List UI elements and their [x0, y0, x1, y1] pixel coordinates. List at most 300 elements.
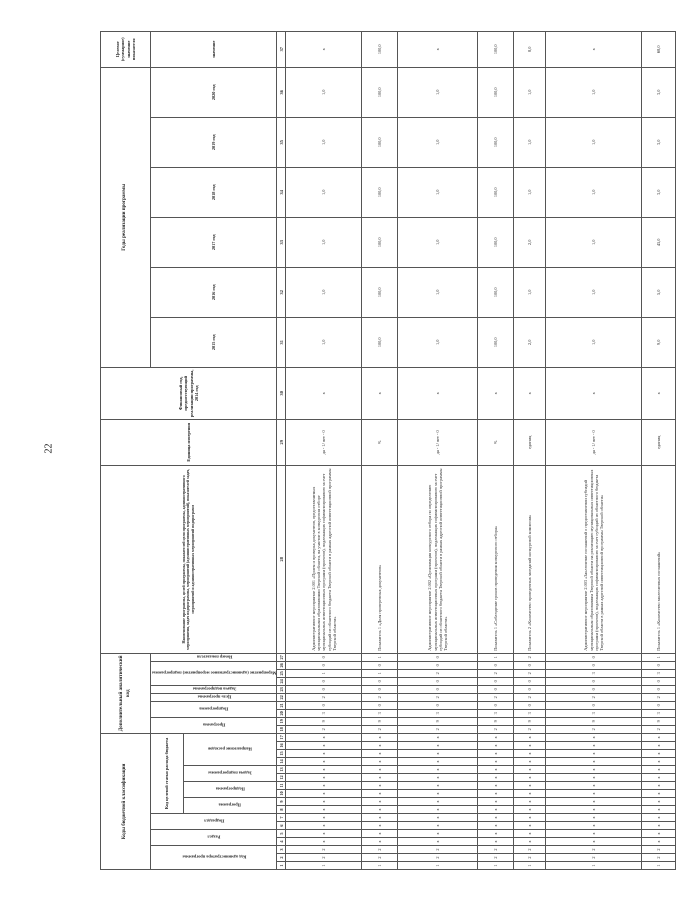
classification-header: Коды бюджетной классификации: [101, 733, 151, 869]
code-cell: 2: [478, 846, 514, 854]
column-number: 9: [277, 798, 286, 806]
code-cell: х: [478, 758, 514, 766]
code-cell: х: [546, 830, 642, 838]
year-value-cell: 100,0: [362, 117, 398, 167]
fin-year-cell: х: [546, 367, 642, 419]
year-2015-header: 2015 год: [151, 317, 277, 367]
code-cell: 3: [286, 709, 362, 717]
code-cell: 2: [286, 854, 362, 862]
code-cell: х: [362, 822, 398, 830]
code-cell: 1: [286, 669, 362, 677]
column-number: 30: [277, 367, 286, 419]
column-number: 35: [277, 117, 286, 167]
code-cell: х: [398, 798, 478, 806]
name-cell: Административное мероприятие 2.002 «Организация конкурсного отбора по определению муниципальных инвестиционных программ (проектов), подлежащих софинансированию за счет субсидий из областного бюджета Тверской области в рамках адресной инвестиционной программы Тверской области»: [398, 465, 478, 653]
table-row: [514, 31, 546, 869]
code-cell: х: [362, 814, 398, 822]
code-cell: 2: [286, 693, 362, 701]
year-value-cell: 1,0: [398, 317, 478, 367]
target-cell: х: [546, 31, 642, 67]
code-cell: х: [478, 774, 514, 782]
code-cell: х: [642, 814, 676, 822]
code-cell: 1: [546, 862, 642, 870]
code-cell: х: [398, 733, 478, 741]
code-cell: 3: [362, 709, 398, 717]
years-header: Годы реализации программы: [101, 67, 151, 367]
podprogramma-header: Подпрограмма: [183, 782, 277, 798]
year-value-cell: 100,0: [478, 67, 514, 117]
code-cell: х: [478, 733, 514, 741]
year-value-cell: 1,0: [398, 167, 478, 217]
column-number: 5: [277, 830, 286, 838]
code-cell: 0: [478, 685, 514, 693]
rotated-table-wrapper: [100, 32, 662, 870]
code-cell: х: [398, 806, 478, 814]
fin-year-cell: х: [478, 367, 514, 419]
page-number: 22: [43, 443, 55, 454]
code-cell: х: [514, 814, 546, 822]
a-podprogramma-header: Подпрограмма: [151, 701, 277, 717]
code-cell: 2: [642, 846, 676, 854]
year-value-cell: 100,0: [362, 67, 398, 117]
unit-cell: %: [478, 419, 514, 465]
code-cell: х: [286, 790, 362, 798]
fin-year-cell: х: [362, 367, 398, 419]
column-number: 3: [277, 846, 286, 854]
code-cell: х: [546, 766, 642, 774]
fin-year-cell: х: [642, 367, 676, 419]
code-cell: 2: [514, 693, 546, 701]
table-row: [642, 31, 676, 869]
code-cell: х: [286, 782, 362, 790]
code-cell: 0: [286, 653, 362, 661]
code-cell: х: [546, 822, 642, 830]
code-cell: х: [286, 758, 362, 766]
column-number: 14: [277, 758, 286, 766]
year-value-cell: 1,0: [546, 317, 642, 367]
code-cell: 2: [362, 846, 398, 854]
code-cell: 9: [642, 717, 676, 725]
code-cell: 1: [362, 653, 398, 661]
target-cell: 100,0: [478, 31, 514, 67]
year-2019-header: 2019 год: [151, 117, 277, 167]
code-cell: 0: [514, 701, 546, 709]
code-cell: 0: [546, 701, 642, 709]
code-cell: х: [398, 814, 478, 822]
year-value-cell: 1,0: [514, 67, 546, 117]
column-number: 1: [277, 862, 286, 870]
code-cell: 0: [514, 677, 546, 685]
year-value-cell: 100,0: [478, 117, 514, 167]
code-cell: 1: [398, 862, 478, 870]
code-cell: х: [286, 830, 362, 838]
code-cell: 0: [642, 685, 676, 693]
code-cell: х: [286, 806, 362, 814]
year-value-cell: 1,0: [546, 217, 642, 267]
code-cell: х: [546, 838, 642, 846]
code-cell: х: [546, 814, 642, 822]
year-value-cell: 1,0: [546, 117, 642, 167]
code-cell: 9: [398, 717, 478, 725]
year-2020-header: 2020 год: [151, 67, 277, 117]
column-number: 24: [277, 677, 286, 685]
code-cell: х: [514, 750, 546, 758]
code-cell: х: [642, 790, 676, 798]
code-cell: 2: [478, 854, 514, 862]
code-cell: 0: [642, 661, 676, 669]
code-cell: 3: [514, 709, 546, 717]
code-cell: х: [478, 782, 514, 790]
table-body: [286, 31, 676, 869]
code-cell: 0: [398, 661, 478, 669]
code-cell: х: [362, 798, 398, 806]
code-cell: х: [546, 798, 642, 806]
code-cell: х: [478, 822, 514, 830]
code-cell: 0: [286, 685, 362, 693]
target-value-header: значение: [151, 31, 277, 67]
year-value-cell: 2,0: [514, 217, 546, 267]
code-cell: х: [362, 790, 398, 798]
code-cell: 3: [546, 669, 642, 677]
year-value-cell: 3,0: [642, 67, 676, 117]
code-cell: 2: [478, 693, 514, 701]
year-value-cell: 1,0: [514, 117, 546, 167]
code-cell: х: [546, 806, 642, 814]
column-number: 36: [277, 67, 286, 117]
name-header: Наименование программы, целей программы, показателей цели программы, административного мероприятия, задач подпрограммы, мероприятий (административных мероприятий), показателей задач, мероприятий и административных мероприятий подпрограмм: [101, 465, 277, 653]
code-cell: 0: [546, 661, 642, 669]
code-cell: х: [362, 838, 398, 846]
code-cell: х: [398, 758, 478, 766]
code-cell: 0: [546, 653, 642, 661]
code-cell: 2: [398, 846, 478, 854]
code-cell: х: [546, 790, 642, 798]
column-number: 25: [277, 669, 286, 677]
code-cell: х: [286, 766, 362, 774]
code-cell: х: [362, 806, 398, 814]
code-cell: 1: [286, 862, 362, 870]
code-cell: х: [362, 830, 398, 838]
year-value-cell: 1,0: [286, 317, 362, 367]
code-cell: х: [478, 806, 514, 814]
code-cell: 2: [514, 669, 546, 677]
code-cell: 0: [478, 701, 514, 709]
code-cell: х: [514, 774, 546, 782]
code-cell: 2: [478, 725, 514, 733]
name-cell: Показатель 2 «Количество проведенных заседаний конкурсной комиссии»: [514, 465, 546, 653]
column-number: 17: [277, 733, 286, 741]
code-cell: 2: [546, 693, 642, 701]
code-cell: х: [642, 830, 676, 838]
code-cell: 2: [398, 693, 478, 701]
unit-cell: да - 1/ нет - 0: [398, 419, 478, 465]
unit-cell: да - 1/ нет - 0: [546, 419, 642, 465]
code-cell: х: [478, 830, 514, 838]
column-number: 23: [277, 685, 286, 693]
year-value-cell: 1,0: [398, 67, 478, 117]
column-number: 33: [277, 217, 286, 267]
code-cell: 3: [478, 709, 514, 717]
code-cell: 0: [514, 685, 546, 693]
target-header: Целевое (суммарное) значение показателя: [101, 31, 151, 67]
column-number: 10: [277, 790, 286, 798]
column-number: 16: [277, 742, 286, 750]
code-cell: 2: [642, 725, 676, 733]
admin-code-header: Код администратора программы: [151, 846, 277, 870]
code-cell: 2: [514, 653, 546, 661]
code-cell: 2: [286, 725, 362, 733]
expense-group-header: Код целевой статьи расхода бюджета: [151, 733, 184, 813]
code-cell: 3: [642, 709, 676, 717]
code-cell: 1: [362, 862, 398, 870]
code-cell: х: [286, 798, 362, 806]
code-cell: 2: [514, 725, 546, 733]
year-value-cell: 2,0: [514, 317, 546, 367]
code-cell: 0: [546, 685, 642, 693]
column-number: 27: [277, 653, 286, 661]
column-number: 6: [277, 822, 286, 830]
code-cell: 0: [362, 661, 398, 669]
additional-code-header: Дополнительный аналитический код: [101, 653, 151, 733]
code-cell: х: [642, 742, 676, 750]
column-number: 31: [277, 317, 286, 367]
rotated-page: [100, 32, 662, 870]
column-number: 18: [277, 725, 286, 733]
code-cell: 0: [478, 661, 514, 669]
year-value-cell: 5,0: [642, 267, 676, 317]
code-cell: 0: [362, 685, 398, 693]
a-cel-header: Цель программы: [151, 693, 277, 701]
code-cell: х: [362, 750, 398, 758]
column-number: 21: [277, 701, 286, 709]
target-cell: х: [286, 31, 362, 67]
fin-year-cell: х: [398, 367, 478, 419]
code-cell: х: [286, 733, 362, 741]
year-value-cell: 1,0: [398, 217, 478, 267]
column-number: 28: [277, 465, 286, 653]
unit-cell: единиц: [514, 419, 546, 465]
fin-year-cell: х: [514, 367, 546, 419]
column-number: 29: [277, 419, 286, 465]
code-cell: х: [514, 798, 546, 806]
year-value-cell: 3,0: [642, 117, 676, 167]
code-cell: 2: [478, 669, 514, 677]
column-number: 7: [277, 814, 286, 822]
column-number: 4: [277, 838, 286, 846]
razdel-header: Раздел: [151, 830, 277, 846]
code-cell: х: [642, 798, 676, 806]
year-value-cell: 1,0: [286, 67, 362, 117]
code-cell: 1: [514, 862, 546, 870]
column-number: 34: [277, 167, 286, 217]
code-cell: х: [286, 822, 362, 830]
code-cell: х: [362, 742, 398, 750]
code-cell: 3: [642, 669, 676, 677]
code-cell: х: [286, 742, 362, 750]
name-cell: Административное мероприятие 2.003 «Заключение соглашений о предоставлении субсидий муниципальным образованиям Тверской области на реализацию муниципальных инвестиционных программ (проектов), подлежащих софинансированию за счет субсидий из областного бюджета Тверской области в рамках адресной инвестиционной программы Тверской области»: [546, 465, 642, 653]
code-cell: 2: [362, 854, 398, 862]
code-cell: х: [478, 750, 514, 758]
code-cell: х: [478, 742, 514, 750]
code-cell: х: [546, 774, 642, 782]
year-2017-header: 2017 год: [151, 217, 277, 267]
column-number: 20: [277, 709, 286, 717]
code-cell: х: [398, 838, 478, 846]
column-number: 32: [277, 267, 286, 317]
target-cell: х: [398, 31, 478, 67]
year-value-cell: 100,0: [478, 217, 514, 267]
year-value-cell: 100,0: [362, 167, 398, 217]
code-cell: 0: [398, 677, 478, 685]
year-value-cell: 1,0: [398, 267, 478, 317]
year-2016-header: 2016 год: [151, 267, 277, 317]
year-value-cell: 9,0: [642, 317, 676, 367]
a-programma-header: Программа: [151, 717, 277, 733]
name-cell: Административное мероприятие 2.001 «Прием и проверка документов, предоставляемых муниципальными образованиями Тверской области, на участие в конкурсном отборе муниципальных инвестиционных программ (проектов), подлежащих софинансированию за счет субсидий из областного бюджета Тверской области в рамках адресной инвестиционной программы Тверской области»: [286, 465, 362, 653]
year-value-cell: 1,0: [546, 267, 642, 317]
code-cell: х: [546, 742, 642, 750]
code-cell: х: [398, 742, 478, 750]
programma-header: Программа: [183, 798, 277, 814]
program-indicators-table: [100, 31, 676, 870]
code-cell: 0: [398, 701, 478, 709]
code-cell: 2: [362, 725, 398, 733]
column-number: 37: [277, 31, 286, 67]
code-cell: 0: [478, 677, 514, 685]
code-cell: х: [478, 790, 514, 798]
code-cell: х: [546, 750, 642, 758]
code-cell: х: [362, 733, 398, 741]
year-value-cell: 100,0: [362, 267, 398, 317]
column-number: 19: [277, 717, 286, 725]
table-row: [398, 31, 478, 869]
unit-cell: единиц: [642, 419, 676, 465]
code-cell: 2: [398, 854, 478, 862]
code-cell: х: [362, 758, 398, 766]
code-cell: 3: [546, 709, 642, 717]
code-cell: х: [478, 838, 514, 846]
code-cell: 0: [642, 677, 676, 685]
fin-year-header: Финансовый год, предшествующий реализации программы, 2014 год: [101, 367, 277, 419]
column-number: 2: [277, 854, 286, 862]
code-cell: х: [514, 782, 546, 790]
code-cell: х: [514, 806, 546, 814]
code-cell: х: [642, 774, 676, 782]
podrazdel-header: Подраздел: [151, 814, 277, 830]
code-cell: 9: [286, 717, 362, 725]
column-number: 8: [277, 806, 286, 814]
target-cell: 8,0: [514, 31, 546, 67]
code-cell: 2: [642, 854, 676, 862]
code-cell: 9: [514, 717, 546, 725]
year-value-cell: 1,0: [286, 167, 362, 217]
code-cell: 0: [286, 677, 362, 685]
code-cell: 2: [398, 669, 478, 677]
year-value-cell: 100,0: [478, 167, 514, 217]
code-cell: х: [398, 766, 478, 774]
code-cell: 0: [398, 685, 478, 693]
unit-cell: %: [362, 419, 398, 465]
code-cell: 0: [546, 677, 642, 685]
code-cell: х: [478, 798, 514, 806]
code-cell: 2: [514, 846, 546, 854]
code-cell: 2: [286, 846, 362, 854]
code-cell: 1: [362, 669, 398, 677]
year-value-cell: 45,0: [642, 217, 676, 267]
code-cell: х: [286, 774, 362, 782]
code-cell: 0: [398, 653, 478, 661]
code-cell: 0: [286, 701, 362, 709]
code-cell: 0: [362, 701, 398, 709]
a-meropriyatie-header: Мероприятие (административное мероприятие) подпрограммы: [151, 661, 277, 685]
name-cell: Показатель 1 «Соблюдение сроков проведения конкурсного отбора»: [478, 465, 514, 653]
code-cell: х: [514, 758, 546, 766]
year-value-cell: 100,0: [478, 317, 514, 367]
code-cell: х: [398, 774, 478, 782]
code-cell: 2: [514, 854, 546, 862]
year-value-cell: 100,0: [362, 217, 398, 267]
target-cell: 100,0: [362, 31, 398, 67]
code-cell: 0: [286, 661, 362, 669]
code-cell: х: [514, 790, 546, 798]
year-value-cell: 1,0: [546, 67, 642, 117]
code-cell: 0: [362, 677, 398, 685]
code-cell: 2: [546, 854, 642, 862]
code-cell: х: [642, 733, 676, 741]
column-number: 12: [277, 774, 286, 782]
code-cell: 1: [642, 862, 676, 870]
code-cell: х: [642, 750, 676, 758]
code-cell: х: [398, 822, 478, 830]
code-cell: 0: [642, 701, 676, 709]
year-value-cell: 100,0: [362, 317, 398, 367]
code-cell: х: [546, 782, 642, 790]
code-cell: х: [642, 758, 676, 766]
name-cell: Показатель 1 «Доля проверенных документов»: [362, 465, 398, 653]
code-cell: х: [642, 822, 676, 830]
code-cell: х: [286, 814, 362, 822]
year-2018-header: 2018 год: [151, 167, 277, 217]
napravlenie-header: Направление расходов: [183, 733, 277, 765]
code-cell: х: [514, 830, 546, 838]
column-number: 26: [277, 661, 286, 669]
code-cell: х: [514, 822, 546, 830]
unit-header: Единица измерения: [101, 419, 277, 465]
code-cell: х: [514, 838, 546, 846]
code-cell: 9: [478, 717, 514, 725]
code-cell: х: [642, 766, 676, 774]
code-cell: 3: [398, 709, 478, 717]
year-value-cell: 3,0: [642, 167, 676, 217]
code-cell: х: [642, 782, 676, 790]
code-cell: 2: [546, 846, 642, 854]
code-cell: 9: [546, 717, 642, 725]
code-cell: 2: [546, 725, 642, 733]
code-cell: х: [478, 814, 514, 822]
a-zadacha-header: Задача подпрограммы: [151, 685, 277, 693]
table-row: [286, 31, 362, 869]
code-cell: х: [362, 766, 398, 774]
code-cell: х: [398, 830, 478, 838]
fin-year-cell: х: [286, 367, 362, 419]
table-row: [546, 31, 642, 869]
code-cell: х: [478, 766, 514, 774]
zadacha-header: Задача подпрограммы: [183, 766, 277, 782]
code-cell: х: [398, 790, 478, 798]
year-value-cell: 1,0: [514, 167, 546, 217]
year-value-cell: 1,0: [286, 217, 362, 267]
year-value-cell: 100,0: [478, 267, 514, 317]
